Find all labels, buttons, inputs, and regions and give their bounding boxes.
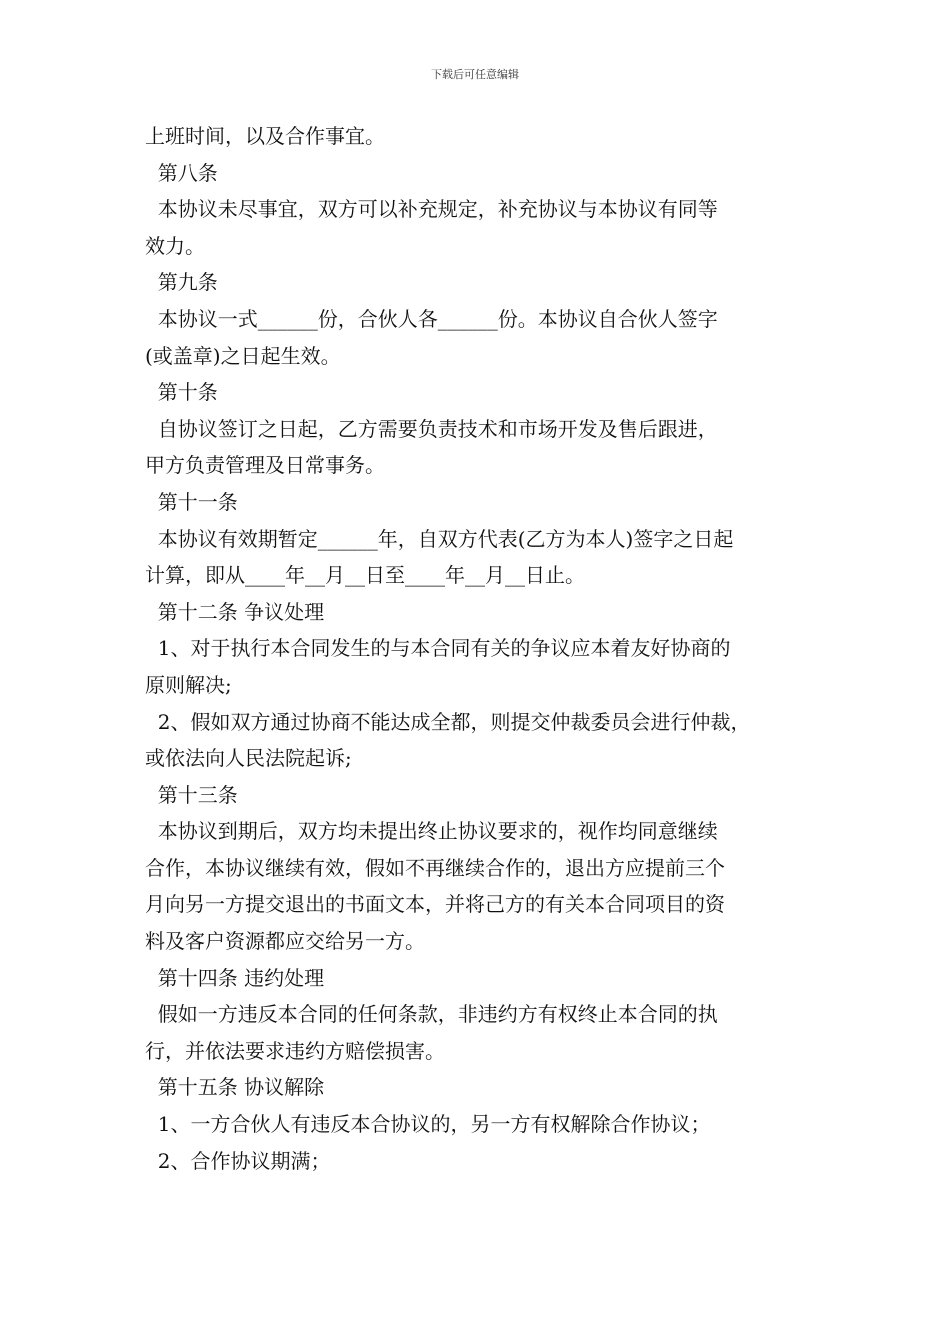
text-line: 行，并依法要求违约方赔偿损害。: [145, 1038, 445, 1063]
text-line: 第十五条 协议解除: [145, 1075, 325, 1100]
text-line: 合作，本协议继续有效，假如不再继续合作的，退出方应提前三个: [145, 855, 725, 880]
text-line: 第八条: [145, 160, 218, 185]
text-line: 甲方负责管理及日常事务。: [145, 453, 385, 478]
text-line: 2、合作协议期满；: [145, 1148, 331, 1173]
text-line: 第十条: [145, 380, 218, 405]
text-line: 或依法向人民法院起诉;: [145, 746, 352, 771]
page-header: 下载后可任意编辑: [431, 68, 519, 81]
document-body: [145, 118, 825, 1179]
text-line: 本协议有效期暂定______年，自双方代表(乙方为本人)签字之日起: [145, 526, 734, 551]
text-line: 本协议到期后，双方均未提出终止协议要求的，视作均同意继续: [145, 819, 718, 844]
text-line: 2、假如双方通过协商不能达成全都，则提交仲裁委员会进行仲裁，: [145, 709, 751, 734]
text-line: 料及客户资源都应交给另一方。: [145, 929, 425, 954]
text-line: 第十二条 争议处理: [145, 599, 325, 624]
text-line: 第十一条: [145, 489, 238, 514]
text-line: 本协议未尽事宜，双方可以补充规定，补充协议与本协议有同等: [145, 197, 718, 222]
text-line: 第十四条 违约处理: [145, 965, 325, 990]
text-line: 自协议签订之日起，乙方需要负责技术和市场开发及售后跟进，: [145, 416, 718, 441]
text-line: 计算，即从____年__月__日至____年__月__日止。: [145, 563, 585, 588]
text-line: 上班时间，以及合作事宜。: [145, 124, 385, 148]
text-line: 1、一方合伙人有违反本合协议的，另一方有权解除合作协议；: [145, 1112, 711, 1137]
text-line: 第九条: [145, 270, 218, 295]
text-line: (或盖章)之日起生效。: [145, 343, 341, 368]
text-line: 原则解决;: [145, 672, 232, 697]
text-line: 假如一方违反本合同的任何条款，非违约方有权终止本合同的执: [145, 1002, 718, 1027]
text-line: 1、对于执行本合同发生的与本合同有关的争议应本着友好协商的: [145, 636, 731, 661]
text-line: 效力。: [145, 233, 205, 258]
text-line: 第十三条: [145, 782, 238, 807]
text-line: 本协议一式______份，合伙人各______份。本协议自合伙人签字: [145, 306, 718, 331]
text-line: 月向另一方提交退出的书面文本，并将己方的有关本合同项目的资: [145, 892, 725, 917]
